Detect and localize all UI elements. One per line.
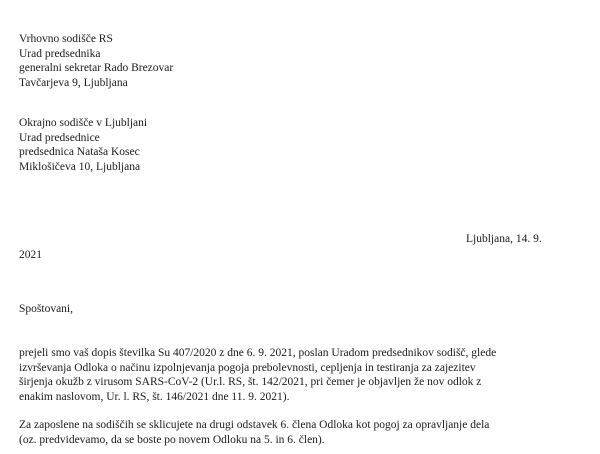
sender-line: generalni sekretar Rado Brezovar [19, 62, 174, 75]
recipient-line: Okrajno sodišče v Ljubljani [19, 117, 148, 129]
paragraph-line: enakim naslovom, Ur. l. RS, št. 146/2021 dne 11. 9. 2021). [19, 390, 290, 403]
place-date: Ljubljana, 14. 9. [466, 233, 542, 245]
paragraph-line: širjenja okužb z virusom SARS-CoV-2 (Ur.l. RS, št. 142/2021, pri čemer je objavljen že nov odlok z [19, 376, 482, 389]
sender-line: Vrhovno sodišče RS [19, 33, 113, 45]
recipient-address-block [19, 116, 147, 174]
paragraph-line: izvrševanja Odloka o načinu izpolnjevanja pogoja prebolevnosti, cepljenja in testiranja za zajezitev [19, 361, 476, 374]
recipient-line: Miklošičeva 10, Ljubljana [19, 160, 141, 173]
paragraph-line: Za zaposlene na sodiščih se sklicujete na drugi odstavek 6. člena Odloka kot pogoj za opravljanje dela [19, 419, 490, 431]
sender-line: Tavčarjeva 9, Ljubljana [19, 76, 128, 89]
recipient-line: Urad predsednice [19, 131, 100, 144]
recipient-line: predsednica Nataša Kosec [19, 146, 140, 159]
greeting: Spoštovani, [19, 303, 73, 315]
paragraph-line: (oz. predvidevamo, da se boste po novem Odloku na 5. in 6. člen). [19, 433, 325, 446]
date-year: 2021 [19, 249, 42, 261]
body-paragraph-2 [19, 418, 489, 447]
sender-line: Urad predsednika [19, 47, 101, 60]
body-paragraph-1 [19, 346, 496, 404]
sender-address-block [19, 32, 173, 90]
paragraph-line: prejeli smo vaš dopis številka Su 407/2020 z dne 6. 9. 2021, poslan Uradom predsednikov sodišč, glede [19, 347, 497, 359]
